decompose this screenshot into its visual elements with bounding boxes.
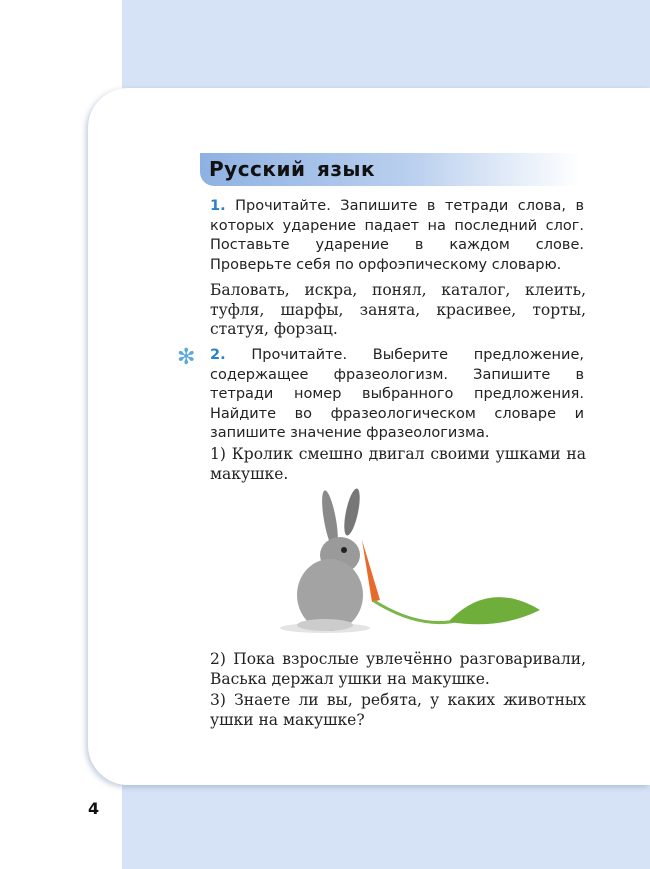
task1-instruction: [210, 197, 584, 275]
section-header: [200, 153, 580, 186]
task2-number: 2.: [210, 347, 226, 363]
asterisk-icon: ✻: [177, 345, 196, 370]
task1-number: 1.: [210, 198, 226, 214]
page-number: 4: [88, 799, 100, 818]
task1-text: Прочитайте. Запишите в тетради слова, в которых ударение падает на последний слог. Поставьте ударение в каждом слове. Проверьте себя по орфоэпическому словарю.: [210, 198, 584, 273]
sentence-3: 3) Знаете ли вы, ребята, у каких животных ушки на макушке?: [210, 691, 586, 729]
rabbit-with-carrot-image: [270, 480, 560, 640]
task2-text: Прочитайте. Выберите предложение, содержащее фразеологизм. Запишите в тетради номер выбранного предложения. Найдите во фразеологическом словаре и запишите значение фразеологизма.: [210, 347, 584, 441]
task2-instruction: [210, 346, 584, 444]
task1-words: Баловать, искра, понял, каталог, клеить, туфля, шарфы, занята, красивее, торты, статуя, форзац.: [210, 281, 586, 338]
section-title: Русский язык: [209, 157, 376, 181]
sentence-2: 2) Пока взрослые увлечённо разговаривали, Васька держал ушки на макушке.: [210, 650, 586, 688]
sentence-1: 1) Кролик смешно двигал своими ушками на макушке.: [210, 445, 586, 483]
